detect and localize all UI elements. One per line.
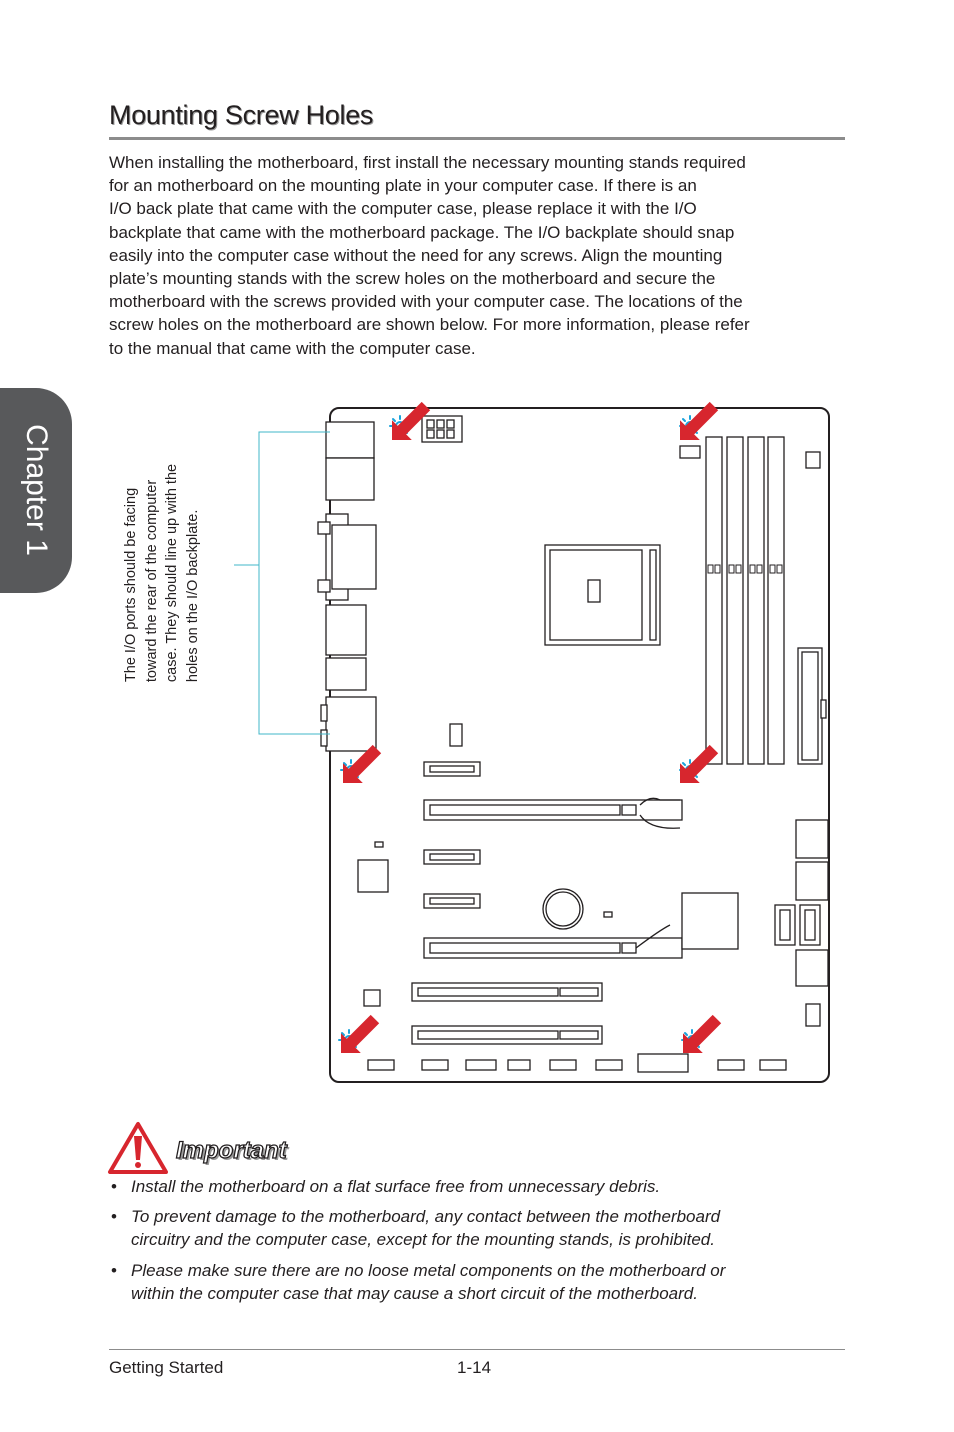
page-number: 1-14 (457, 1358, 492, 1377)
chipset (682, 893, 738, 949)
note-item (109, 1175, 845, 1198)
callout-line: holes on the I/O backplate. (184, 509, 201, 683)
note-line: • Please make sure there are no loose metal components on the motherboard or (131, 1260, 726, 1280)
section-title: Mounting Screw Holes (109, 100, 374, 130)
cpu-power-connector (422, 416, 462, 442)
important-label: Important (176, 1137, 287, 1164)
note-line: within the computer case that may cause a short circuit of the motherboard. (131, 1283, 698, 1303)
intro-line: motherboard with the screws provided with your computer case. The locations of the (109, 292, 743, 312)
intro-line: plate’s mounting stands with the screw holes on the motherboard and secure the (109, 269, 716, 289)
warning-triangle-icon (110, 1124, 166, 1172)
intro-line: to the manual that came with the computer case. (109, 338, 476, 358)
footer-section: Getting Started (109, 1358, 224, 1377)
callout-line: The I/O ports should be facing (123, 487, 139, 683)
footer-rule (109, 1349, 845, 1350)
system-header (450, 724, 462, 746)
callout-bracket (234, 432, 330, 734)
intro-line: I/O back plate that came with the computer case, please replace it with the I/O (109, 199, 697, 219)
atx-power-connector (798, 648, 826, 764)
intro-line: screw holes on the motherboard are shown below. For more information, please refer (109, 315, 750, 335)
important-notes (109, 1175, 845, 1312)
intro-line: easily into the computer case without the need for any screws. Align the mounting (109, 245, 723, 265)
note-item (109, 1205, 845, 1251)
fan-header (806, 452, 820, 468)
note-line: • Install the motherboard on a flat surface free from unnecessary debris. (131, 1177, 661, 1196)
note-item (109, 1259, 845, 1305)
note-line: circuitry and the computer case, except for the mounting stands, is prohibited. (131, 1230, 715, 1250)
callout-line: case. They should line up with the (164, 463, 180, 683)
chapter-tab-label: Chapter 1 (20, 424, 53, 556)
cpu-socket (545, 545, 660, 645)
small-chip (364, 990, 380, 1006)
intro-line: for an motherboard on the mounting plate in your computer case. If there is an (109, 176, 697, 196)
fan-header (806, 1004, 820, 1026)
io-chip (358, 860, 388, 892)
note-line: • To prevent damage to the motherboard, any contact between the motherboard (131, 1207, 721, 1227)
intro-line: When installing the motherboard, first install the necessary mounting stands required (109, 153, 746, 172)
callout-line: toward the rear of the computer (143, 479, 160, 683)
intro-line: backplate that came with the motherboard package. The I/O backplate should snap (109, 222, 735, 242)
io-ports-callout (121, 464, 203, 682)
fan-header (680, 446, 700, 458)
jumper (604, 912, 612, 917)
jumper (375, 842, 383, 847)
rear-io-ports (318, 422, 376, 751)
